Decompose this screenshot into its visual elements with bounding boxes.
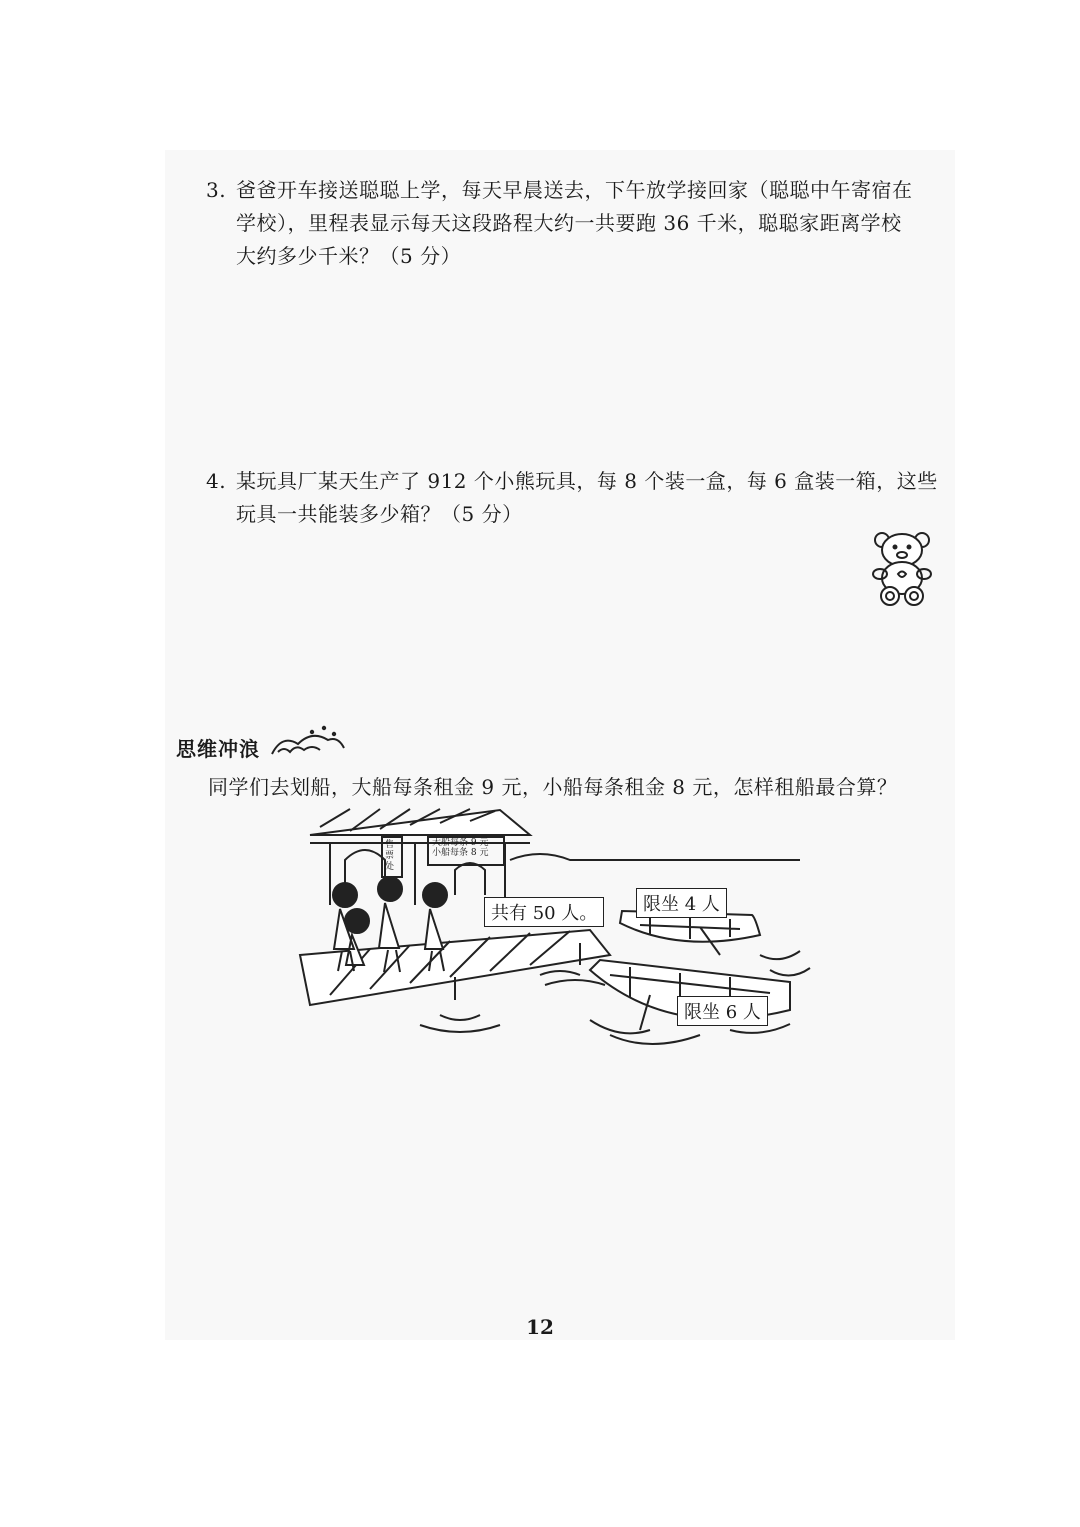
wave-badge-icon [268, 724, 348, 760]
boat-price-sign [432, 838, 502, 858]
question-3-line-3: 大约多少千米？（5 分） [236, 244, 462, 268]
question-3-line-1: 爸爸开车接送聪聪上学，每天早晨送去，下午放学接回家（聪聪中午寄宿在 [236, 178, 913, 202]
question-3-number: 3. [206, 178, 227, 202]
teddy-bear-illustration [870, 530, 934, 608]
ticket-office-sign: 售票处 [385, 840, 395, 872]
question-4-number: 4. [206, 469, 227, 493]
question-4-line-2: 玩具一共能装多少箱？（5 分） [236, 502, 523, 526]
question-3-line-2: 学校），里程表显示每天这段路程大约一共要跑 36 千米，聪聪家距离学校 [236, 211, 902, 235]
big-boat-limit-label: 限坐 6 人 [677, 996, 768, 1026]
total-people-label: 共有 50 人。 [484, 897, 604, 927]
price-sign-line-1: 大船每条 9 元 [432, 838, 489, 848]
section-title: 思维冲浪 [176, 737, 260, 761]
question-4-line-1: 某玩具厂某天生产了 912 个小熊玩具，每 8 个装一盒，每 6 盒装一箱，这些 [236, 469, 938, 493]
boat-rental-illustration [290, 805, 820, 1065]
question-3 [206, 174, 941, 273]
page-number: 12 [526, 1315, 554, 1339]
section-prompt: 同学们去划船，大船每条租金 9 元，小船每条租金 8 元，怎样租船最合算？ [208, 775, 898, 799]
question-4 [206, 465, 941, 531]
small-boat-limit-label: 限坐 4 人 [636, 888, 727, 918]
price-sign-line-2: 小船每条 8 元 [432, 848, 489, 858]
